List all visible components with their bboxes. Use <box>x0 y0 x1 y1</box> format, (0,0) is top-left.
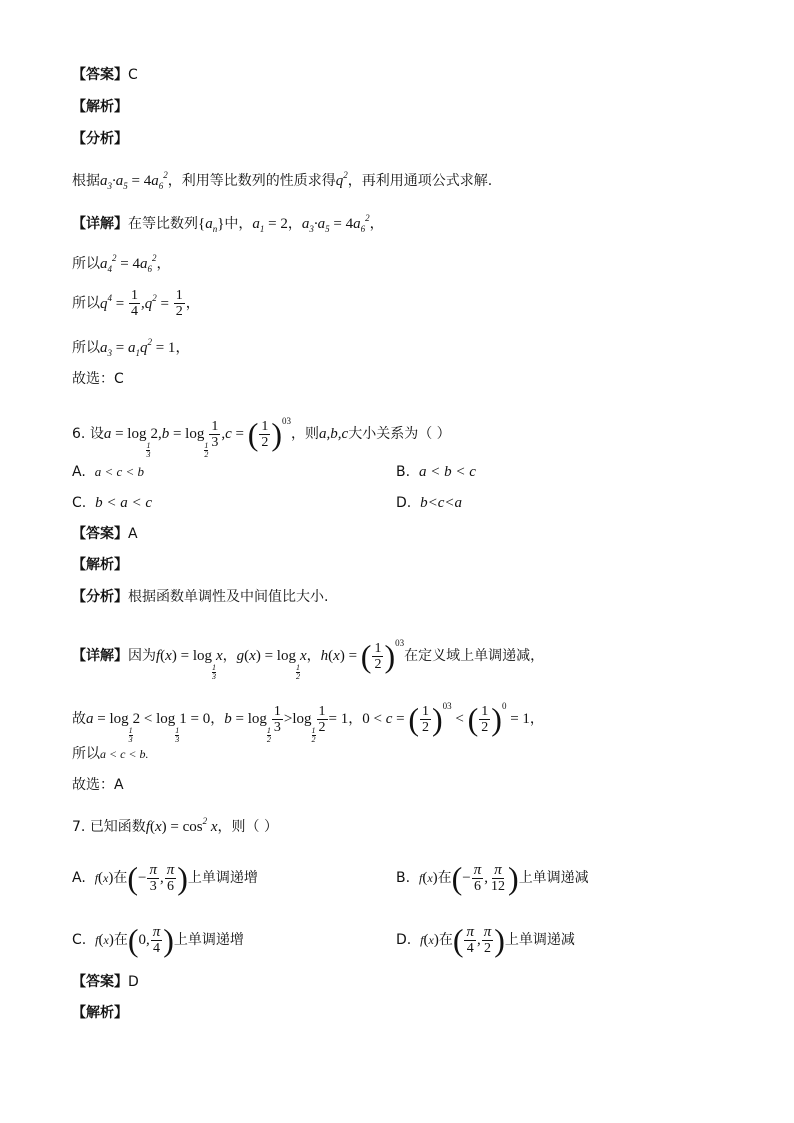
q7-option-b: B. f(x)在(− $\frac{\pi}{6}$ , $\frac{\pi}{12}$ )上单调递减 <box>396 860 589 896</box>
q6-compare: 故a = log $\frac{1}{3}$ 2 < log $\frac{1}{3}$ 1 = 0，b = log $\frac{1}{2}$ $\frac{1}{3}$ >log $\frac{1}{2}$ $\frac{1}{2}$ = 1，0 < c = ( $\frac{1}{2}$ )$^{03}$ < ( $\frac{1}{2}$ )$^0$ = 1， <box>72 701 544 744</box>
q5-fenxi-label: 【分析】 <box>72 131 128 147</box>
q5-xiangjie: 【详解】在等比数列$\{a_n\}$中，$a_1 = 2$，$a_3\cdot a_5 = 4a_6^2$， <box>72 213 384 234</box>
q7-stem: 7. 已知函数$f(x) = \cos^2 x$，则（ ） <box>72 816 278 835</box>
q6-answer: 【答案】A <box>72 526 138 542</box>
q7-option-a: A. f(x)在(− $\frac{\pi}{3}$ , $\frac{\pi}{6}$ )上单调递增 <box>72 860 258 896</box>
q7-answer: 【答案】D <box>72 974 139 990</box>
q6-guxuan: 故选：A <box>72 777 124 793</box>
q7-option-c: C. f(x)在(0, $\frac{\pi}{4}$ )上单调递增 <box>72 922 244 958</box>
q7-option-d: D. f(x)在( $\frac{\pi}{4}$ , $\frac{\pi}{2}$ )上单调递减 <box>396 922 575 958</box>
q5-step-3: 所以$a_3 = a_1q^2 = 1$， <box>72 337 190 358</box>
q6-jiexi-label: 【解析】 <box>72 557 128 573</box>
q6-xiangjie: 【详解】因为f(x) = log $\frac{1}{3}$ x，g(x) = log $\frac{1}{2}$ x，h(x) = ( $\frac{1}{2}$ )$^{03}$在定义域上单调递减， <box>72 638 545 681</box>
q6-fenxi: 【分析】根据函数单调性及中间值比大小. <box>72 589 329 605</box>
answer-label: 【答案】 <box>72 67 128 83</box>
formula: $a_3\cdot a_5 = 4a_6^2$ <box>100 170 168 191</box>
q5-step-1: 所以$a_4^2 = 4a_6^2$， <box>72 253 171 274</box>
q5-jiexi-label: 【解析】 <box>72 99 128 115</box>
q6-option-b: B. a < b < c <box>396 464 476 480</box>
q7-jiexi-label: 【解析】 <box>72 1005 128 1021</box>
q5-answer <box>72 66 138 84</box>
q6-suoyi: 所以a < c < b. <box>72 746 149 762</box>
q5-guxuan: 故选：C <box>72 371 124 387</box>
q6-stem: 6. 设a = log $\frac{1}{3}$ 2,b = log $\frac{1}{2}$ $\frac{1}{3}$ ,c = ( $\frac{1}{2}$ )$^{03}$，则a,b,c大小关系为（ ） <box>72 416 451 459</box>
q6-option-c: C. b < a < c <box>72 495 153 511</box>
q6-option-d: D. b<c<a <box>396 495 463 511</box>
q5-fenxi-text: 根据$a_3\cdot a_5 = 4a_6^2$，利用等比数列的性质求得$q^2$，再利用通项公式求解. <box>72 170 493 191</box>
q5-step-2: 所以$q^4$ = $\frac{1}{4}$ $,q^2$ = $\frac{1}{2}$ ， <box>72 288 200 319</box>
answer-value: C <box>128 67 138 83</box>
q6-option-a: A. a < c < b <box>72 464 145 480</box>
